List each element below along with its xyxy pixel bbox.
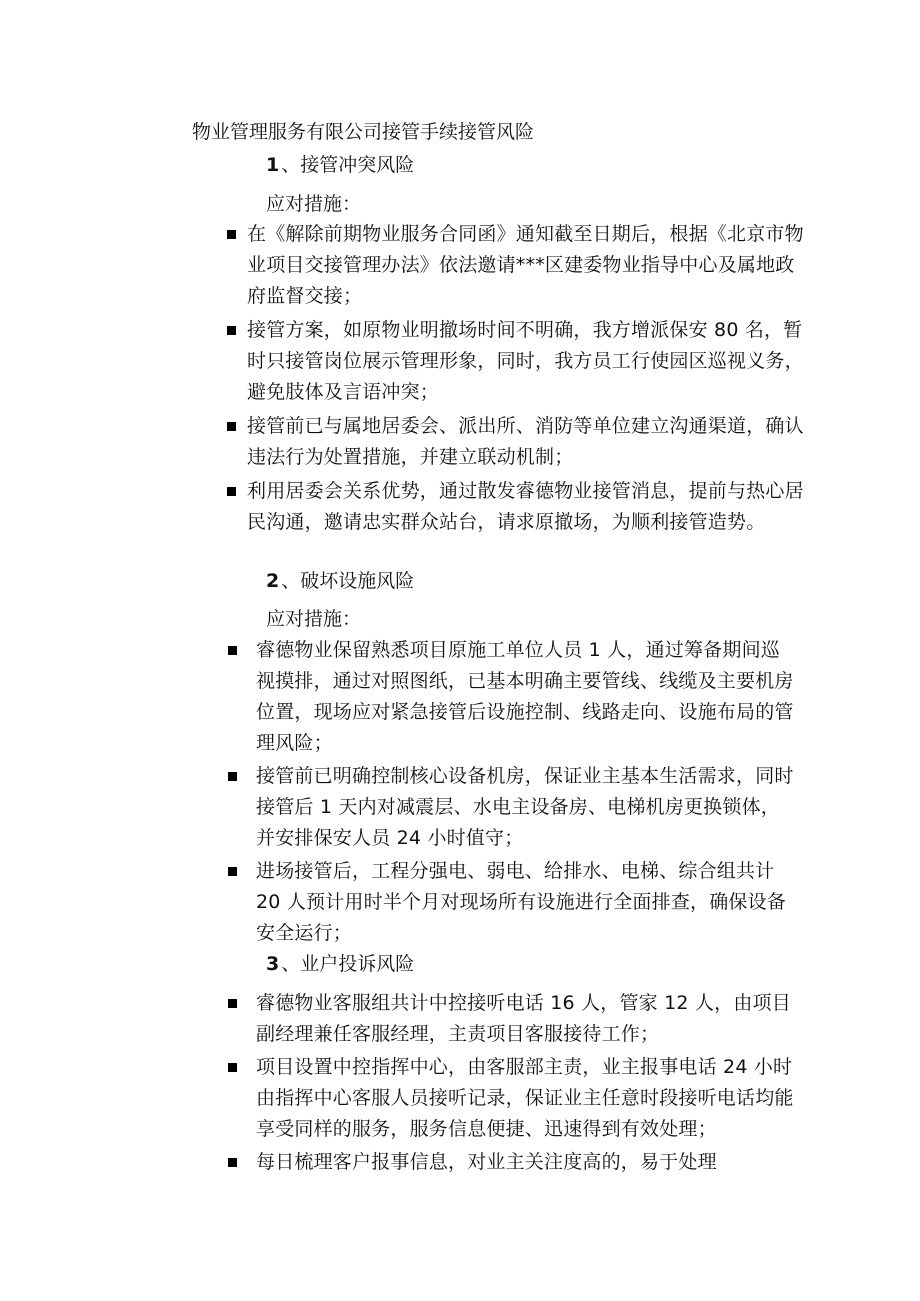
list-item: [256, 988, 806, 1050]
list-item: [256, 635, 796, 759]
square-bullet-icon: [228, 999, 237, 1008]
list-item-text: 接管前已明确控制核心设备机房，保证业主基本生活需求，同时接管后 1 天内对减震层、水电主设备房、电梯机房更换锁体，并安排保安人员 24 小时值守；: [256, 765, 794, 849]
square-bullet-icon: [227, 326, 236, 335]
section-heading-1: [266, 151, 414, 179]
square-bullet-icon: [228, 772, 237, 781]
list-item: [256, 856, 796, 949]
square-bullet-icon: [227, 487, 236, 496]
square-bullet-icon: [228, 1158, 237, 1167]
measures-list-2: [256, 635, 796, 951]
section-number: 2: [266, 570, 280, 592]
measures-list-1: [247, 219, 807, 541]
section-heading-2: [266, 567, 414, 595]
list-item: [247, 411, 807, 473]
list-item-text: 利用居委会关系优势，通过散发睿德物业接管消息，提前与热心居民沟通，邀请忠实群众站台，请求原撤场，为顺利接管造势。: [247, 480, 804, 533]
measures-label: 应对措施：: [266, 608, 362, 630]
list-item-text: 在《解除前期物业服务合同函》通知截至日期后，根据《北京市物业项目交接管理办法》依法邀请***区建委物业指导中心及属地政府监督交接；: [247, 223, 804, 307]
measures-list-3: [256, 988, 806, 1180]
section-title: 、破坏设施风险: [281, 570, 415, 592]
list-item: [247, 315, 807, 408]
list-item-text: 接管方案，如原物业明撤场时间不明确，我方增派保安 80 名，暂时只接管岗位展示管理形象，同时，我方员工行使园区巡视义务，避免肢体及言语冲突；: [247, 319, 804, 403]
section-title: 、接管冲突风险: [281, 154, 415, 176]
list-item-text: 进场接管后，工程分强电、弱电、给排水、电梯、综合组共计 20 人预计用时半个月对现场所有设施进行全面排查，确保设备安全运行；: [256, 860, 787, 944]
section-number: 1: [266, 154, 280, 176]
list-item: [247, 219, 807, 312]
list-item-text: 睿德物业客服组共计中控接听电话 16 人，管家 12 人，由项目副经理兼任客服经理，主责项目客服接待工作；: [256, 992, 791, 1045]
list-item: [247, 476, 807, 538]
square-bullet-icon: [227, 422, 236, 431]
list-item-text: 项目设置中控指挥中心，由客服部主责，业主报事电话 24 小时由指挥中心客服人员接听记录，保证业主任意时段接听电话均能享受同样的服务，服务信息便捷、迅速得到有效处理；: [256, 1056, 794, 1140]
list-item: [256, 761, 796, 854]
list-item-text: 每日梳理客户报事信息，对业主关注度高的，易于处理: [256, 1151, 717, 1173]
list-item: [256, 1147, 806, 1178]
measures-label: 应对措施：: [266, 193, 362, 215]
list-item: [256, 1052, 806, 1145]
section-number: 3: [266, 953, 280, 975]
section-title: 、业户投诉风险: [281, 953, 415, 975]
section-heading-3: [266, 950, 414, 978]
square-bullet-icon: [227, 230, 236, 239]
square-bullet-icon: [228, 646, 237, 655]
square-bullet-icon: [228, 867, 237, 876]
square-bullet-icon: [228, 1063, 237, 1072]
document-title: 物业管理服务有限公司接管手续接管风险: [192, 121, 535, 143]
list-item-text: 接管前已与属地居委会、派出所、消防等单位建立沟通渠道，确认违法行为处置措施，并建立联动机制；: [247, 415, 804, 468]
list-item-text: 睿德物业保留熟悉项目原施工单位人员 1 人，通过筹备期间巡视摸排，通过对照图纸，已基本明确主要管线、线缆及主要机房位置，现场应对紧急接管后设施控制、线路走向、设施布局的管理风险；: [256, 639, 794, 754]
